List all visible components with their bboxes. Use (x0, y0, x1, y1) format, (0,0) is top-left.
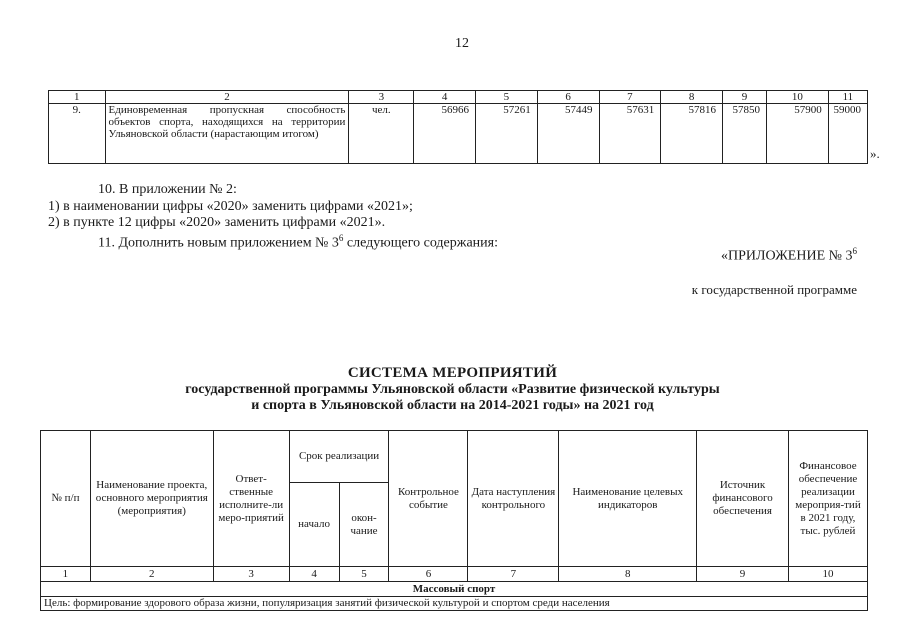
header-cell: 7 (599, 91, 661, 104)
header-name: Наименование проекта, основного мероприятия (мероприятия) (90, 431, 213, 567)
index-cell: 8 (559, 567, 697, 582)
index-cell: 10 (788, 567, 867, 582)
indicator-table-header-row (49, 91, 868, 104)
appendix-text: «ПРИЛОЖЕНИЕ № 3 (721, 248, 853, 264)
closing-quote: ». (870, 146, 880, 161)
header-cell: 9 (723, 91, 767, 104)
header-cell: 8 (661, 91, 723, 104)
header-cell: 10 (766, 91, 828, 104)
index-cell: 9 (697, 567, 789, 582)
value-cell: 59000 (828, 104, 867, 164)
index-cell: 2 (90, 567, 213, 582)
header-indicators: Наименование целевых индикаторов (559, 431, 697, 567)
index-cell: 5 (339, 567, 389, 582)
header-cell: 6 (537, 91, 599, 104)
document-title: СИСТЕМА МЕРОПРИЯТИЙ (347, 365, 558, 381)
table-row (49, 104, 868, 164)
goal-row (41, 597, 868, 611)
paragraph-text: следующего содержания: (343, 235, 498, 251)
document-subtitle: и спорта в Ульяновской области на 2014-2021 годы» на 2021 год (251, 398, 654, 413)
indicator-name: Единовременная пропускная способность объектов спорта, находящихся на территории Ульяновской области (нарастающим итогом) (105, 104, 349, 164)
header-source: Источник финансового обеспечения (697, 431, 789, 567)
paragraph-text: 11. Дополнить новым приложением № 3 (98, 235, 339, 251)
document-subtitle: государственной программы Ульяновской области «Развитие физической культуры (185, 382, 720, 397)
section-row (41, 582, 868, 597)
index-cell: 6 (389, 567, 468, 582)
index-cell: 1 (41, 567, 91, 582)
value-cell: 57816 (661, 104, 723, 164)
index-cell: 4 (289, 567, 339, 582)
value-cell: 57449 (537, 104, 599, 164)
value-cell: 57261 (476, 104, 538, 164)
header-responsible: Ответ-ственные исполните-ли меро-приятий (213, 431, 289, 567)
header-control-event: Контрольное событие (389, 431, 468, 567)
paragraph (98, 233, 498, 252)
section-title: Массовый спорт (41, 582, 868, 597)
goal-text: Цель: формирование здорового образа жизни, популяризация занятий физической культурой и спортом среди населения (41, 597, 868, 611)
value-cell: 57900 (766, 104, 828, 164)
value-cell: 57850 (723, 104, 767, 164)
header-end: окон-чание (339, 483, 389, 567)
paragraph: 10. В приложении № 2: (98, 182, 237, 197)
row-number: 9. (49, 104, 106, 164)
index-row (41, 567, 868, 582)
unit-cell: чел. (349, 104, 414, 164)
header-cell: 3 (349, 91, 414, 104)
indicator-table (48, 90, 868, 164)
superscript: 6 (338, 233, 344, 243)
page-number: 12 (455, 36, 469, 51)
header-cell: 11 (828, 91, 867, 104)
header-num: № п/п (41, 431, 91, 567)
value-cell: 57631 (599, 104, 661, 164)
index-cell: 3 (213, 567, 289, 582)
header-finance: Финансовое обеспечение реализации мероприя-тий в 2021 году, тыс. рублей (788, 431, 867, 567)
appendix-subtitle: к государственной программе (691, 282, 857, 297)
paragraph: 2) в пункте 12 цифры «2020» заменить цифрами «2021». (48, 215, 386, 230)
header-start: начало (289, 483, 339, 567)
header-cell: 4 (414, 91, 476, 104)
appendix-label (721, 246, 857, 265)
header-cell: 2 (105, 91, 349, 104)
superscript: 6 (852, 246, 857, 256)
paragraph: 1) в наименовании цифры «2020» заменить цифрами «2021»; (48, 199, 413, 214)
header-term: Срок реализации (289, 431, 389, 483)
value-cell: 56966 (414, 104, 476, 164)
header-cell: 5 (476, 91, 538, 104)
header-date: Дата наступления контрольного (468, 431, 559, 567)
measures-table (40, 430, 868, 611)
index-cell: 7 (468, 567, 559, 582)
header-cell: 1 (49, 91, 106, 104)
